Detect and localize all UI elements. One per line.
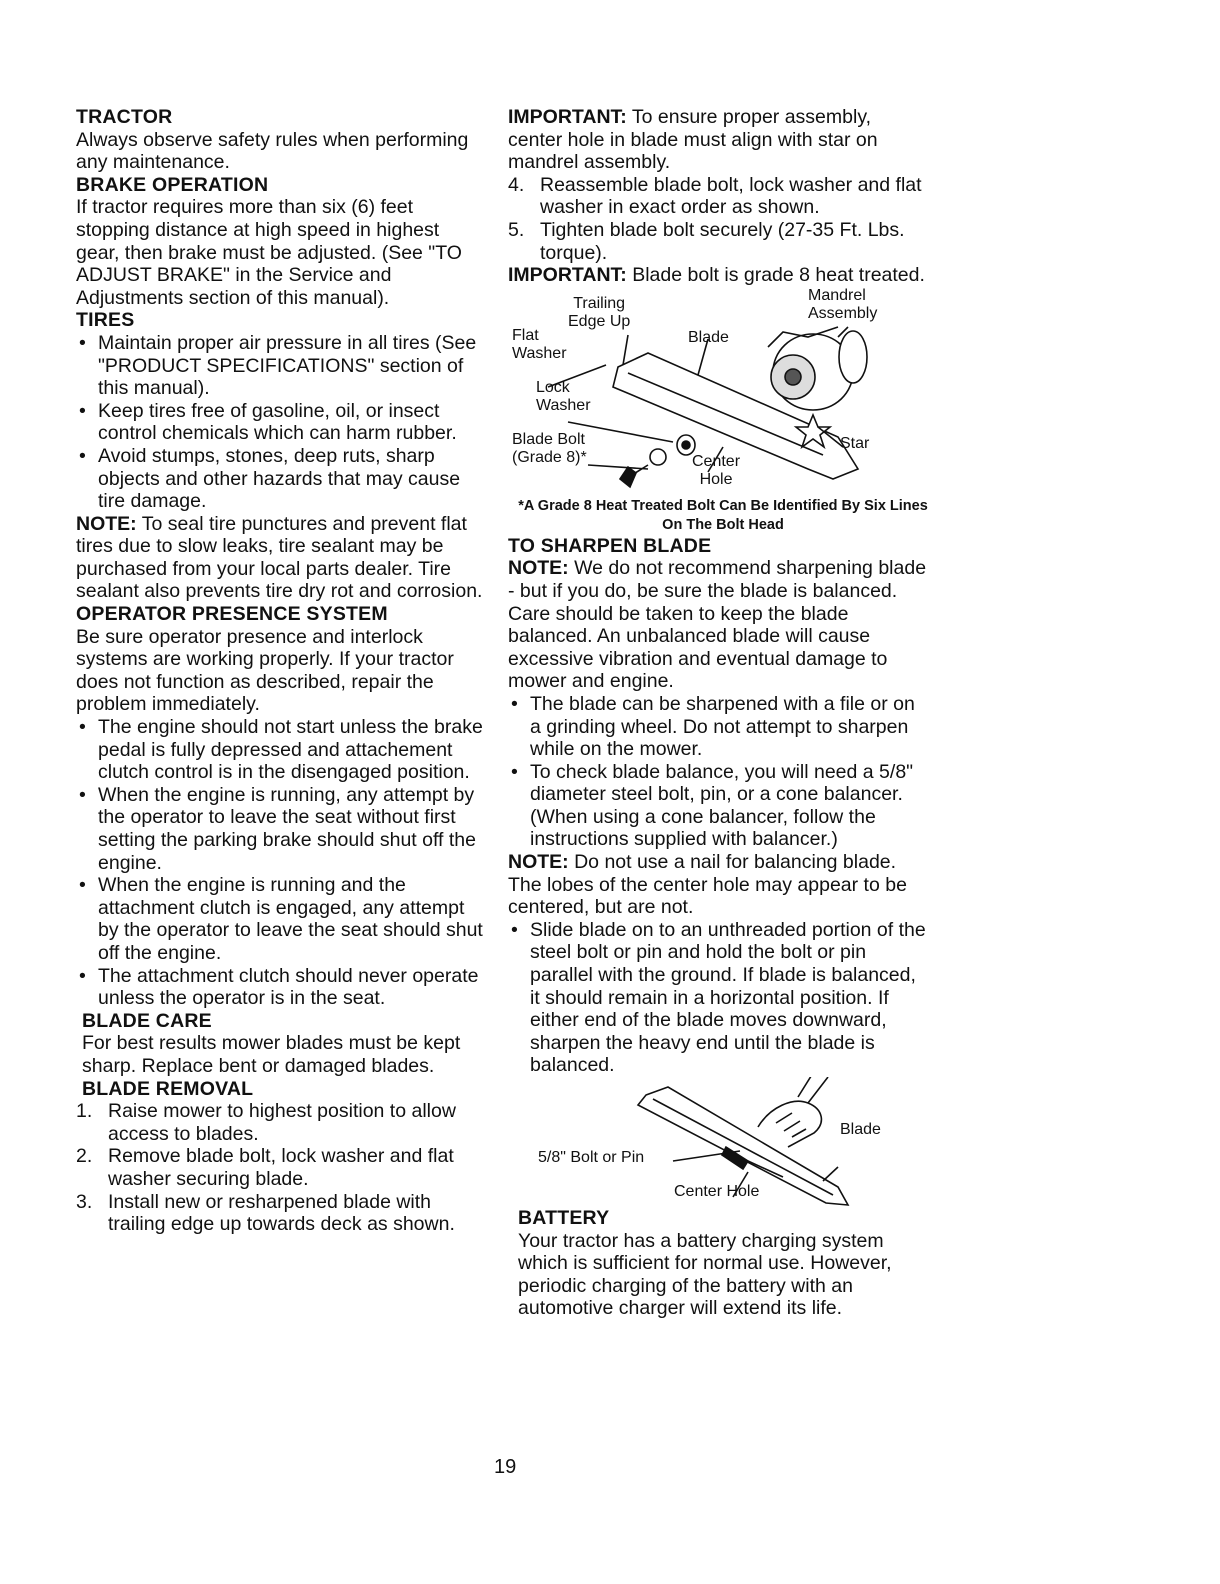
ops-list xyxy=(76,716,486,1010)
trailing-edge-label: Trailing Edge Up xyxy=(568,294,631,330)
list-item: • Avoid stumps, stones, deep ruts, sharp objects and other hazards that may cause tire damage. xyxy=(76,445,486,513)
step-number: 4. xyxy=(508,173,525,196)
important-label: IMPORTANT: xyxy=(508,264,627,287)
step-text: Tighten blade bolt securely (27-35 Ft. Lbs. torque). xyxy=(540,218,905,264)
list-item: • Maintain proper air pressure in all tires (See "PRODUCT SPECIFICATIONS" section of this manual). xyxy=(76,332,486,400)
step-number: 3. xyxy=(76,1190,93,1213)
step-text: Raise mower to highest position to allow access to blades. xyxy=(108,1100,456,1145)
battery-heading: BATTERY xyxy=(518,1207,610,1229)
list-item xyxy=(508,174,928,219)
ops-text: Be sure operator presence and interlock systems are working properly. If your tractor does not function as described, repair the problem immediately. xyxy=(76,625,454,716)
note-label: NOTE: xyxy=(508,851,569,874)
right-column xyxy=(508,106,928,1320)
step-number: 1. xyxy=(76,1100,93,1123)
ops-heading: OPERATOR PRESENCE SYSTEM xyxy=(76,603,388,626)
list-item: • The engine should not start unless the brake pedal is fully depressed and attachement clutch control is in the disengaged position. xyxy=(76,716,486,784)
note-text: Do not use a nail for balancing blade. The lobes of the center hole may appear to be centered, but are not. xyxy=(508,851,907,919)
sharpen-text: Care should be taken to keep the blade balanced. An unbalanced blade will cause excessive vibration and eventual damage to mower and engine. xyxy=(508,602,888,693)
important-label: IMPORTANT: xyxy=(508,106,627,128)
step-text: Reassemble blade bolt, lock washer and flat washer in exact order as shown. xyxy=(540,173,922,219)
list-item xyxy=(508,219,928,264)
battery-text: Your tractor has a battery charging system which is sufficient for normal use. However, periodic charging of the battery with an automotive charger will extend its life. xyxy=(518,1229,892,1320)
blade-bolt-label: Blade Bolt (Grade 8)* xyxy=(512,430,587,466)
center-hole-label: Center Hole xyxy=(674,1183,760,1200)
blade-removal-steps xyxy=(76,1100,486,1236)
blade-care-heading: BLADE CARE xyxy=(82,1009,212,1032)
tractor-heading: TRACTOR xyxy=(76,106,173,128)
note-label: NOTE: xyxy=(76,512,137,535)
list-item: • Slide blade on to an unthreaded portion of the steel bolt or pin and hold the bolt or pin parallel with the ground. If blade is balanced, it should remain in a horizontal position. If either end of the blade moves downward, sharpen the heavy end until the blade is balanced. xyxy=(508,919,928,1077)
mandrel-assembly-label: Mandrel Assembly xyxy=(808,286,878,322)
note-label: NOTE: xyxy=(508,557,569,580)
note-text: We do not recommend sharpening blade - but if you do, be sure the blade is balanced. xyxy=(508,557,927,602)
step-text: Remove blade bolt, lock washer and flat washer securing blade. xyxy=(108,1145,454,1190)
sharpen-heading: TO SHARPEN BLADE xyxy=(508,534,712,557)
list-item: • Keep tires free of gasoline, oil, or insect control chemicals which can harm rubber. xyxy=(76,400,486,445)
blade-assembly-figure xyxy=(508,287,928,497)
important-text: To ensure proper assembly, center hole in blade must align with star on mandrel assembly. xyxy=(508,106,878,174)
bolt-or-pin-label: 5/8" Bolt or Pin xyxy=(538,1149,645,1166)
brake-heading: BRAKE OPERATION xyxy=(76,173,269,196)
important-bolt xyxy=(508,264,928,287)
blade-care-text: For best results mower blades must be kept sharp. Replace bent or damaged blades. xyxy=(82,1032,461,1077)
list-item: • The blade can be sharpened with a file or on a grinding wheel. Do not attempt to sharpen while on the mower. xyxy=(508,693,928,761)
tires-heading: TIRES xyxy=(76,309,135,332)
sharpen-note xyxy=(508,557,928,602)
list-item: • When the engine is running and the attachment clutch is engaged, any attempt by the operator to leave the seat should shut off the engine. xyxy=(76,874,486,964)
important-text: Blade bolt is grade 8 heat treated. xyxy=(632,264,925,287)
blade-label: Blade xyxy=(840,1121,881,1138)
important-assembly xyxy=(508,106,928,174)
tires-note xyxy=(76,513,486,603)
list-item: • When the engine is running, any attempt by the operator to leave the seat without first setting the parking brake should shut off the engine. xyxy=(76,784,486,874)
tractor-text: Always observe safety rules when performing any maintenance. xyxy=(76,128,469,174)
list-item xyxy=(76,1100,486,1145)
figure-caption: *A Grade 8 Heat Treated Bolt Can Be Identified By Six Lines On The Bolt Head xyxy=(518,497,928,533)
blade-label: Blade xyxy=(688,328,729,346)
balance-note xyxy=(508,851,928,919)
list-item xyxy=(76,1145,486,1190)
lock-washer-label: Lock Washer xyxy=(536,378,591,414)
assembly-steps xyxy=(508,174,928,264)
center-hole-label: Center Hole xyxy=(692,452,741,488)
list-item: • The attachment clutch should never operate unless the operator is in the seat. xyxy=(76,965,486,1010)
brake-text: If tractor requires more than six (6) feet stopping distance at high speed in highest gear, then brake must be adjusted. (See "TO ADJUST BRAKE" in the Service and Adjustments section of this manual). xyxy=(76,196,462,309)
blade-balance-figure xyxy=(508,1077,928,1207)
step-number: 5. xyxy=(508,218,525,241)
left-column xyxy=(76,106,486,1236)
page-number: 19 xyxy=(494,1456,517,1478)
flat-washer-label: Flat Washer xyxy=(512,326,567,362)
list-item xyxy=(76,1191,486,1236)
blade-removal-heading: BLADE REMOVAL xyxy=(82,1077,254,1100)
tires-list xyxy=(76,332,486,513)
balance-list xyxy=(508,919,928,1077)
note-text: To seal tire punctures and prevent flat tires due to slow leaks, tire sealant may be purchased from your local parts dealer. Tire sealant also prevents tire dry rot and corrosion. xyxy=(76,512,483,603)
step-number: 2. xyxy=(76,1145,93,1168)
star-label: Star xyxy=(840,434,870,452)
sharpen-list xyxy=(508,693,928,851)
step-text: Install new or resharpened blade with trailing edge up towards deck as shown. xyxy=(108,1190,455,1236)
list-item: • To check blade balance, you will need a 5/8" diameter steel bolt, pin, or a cone balancer. (When using a cone balancer, follow the instructions supplied with balancer.) xyxy=(508,761,928,851)
